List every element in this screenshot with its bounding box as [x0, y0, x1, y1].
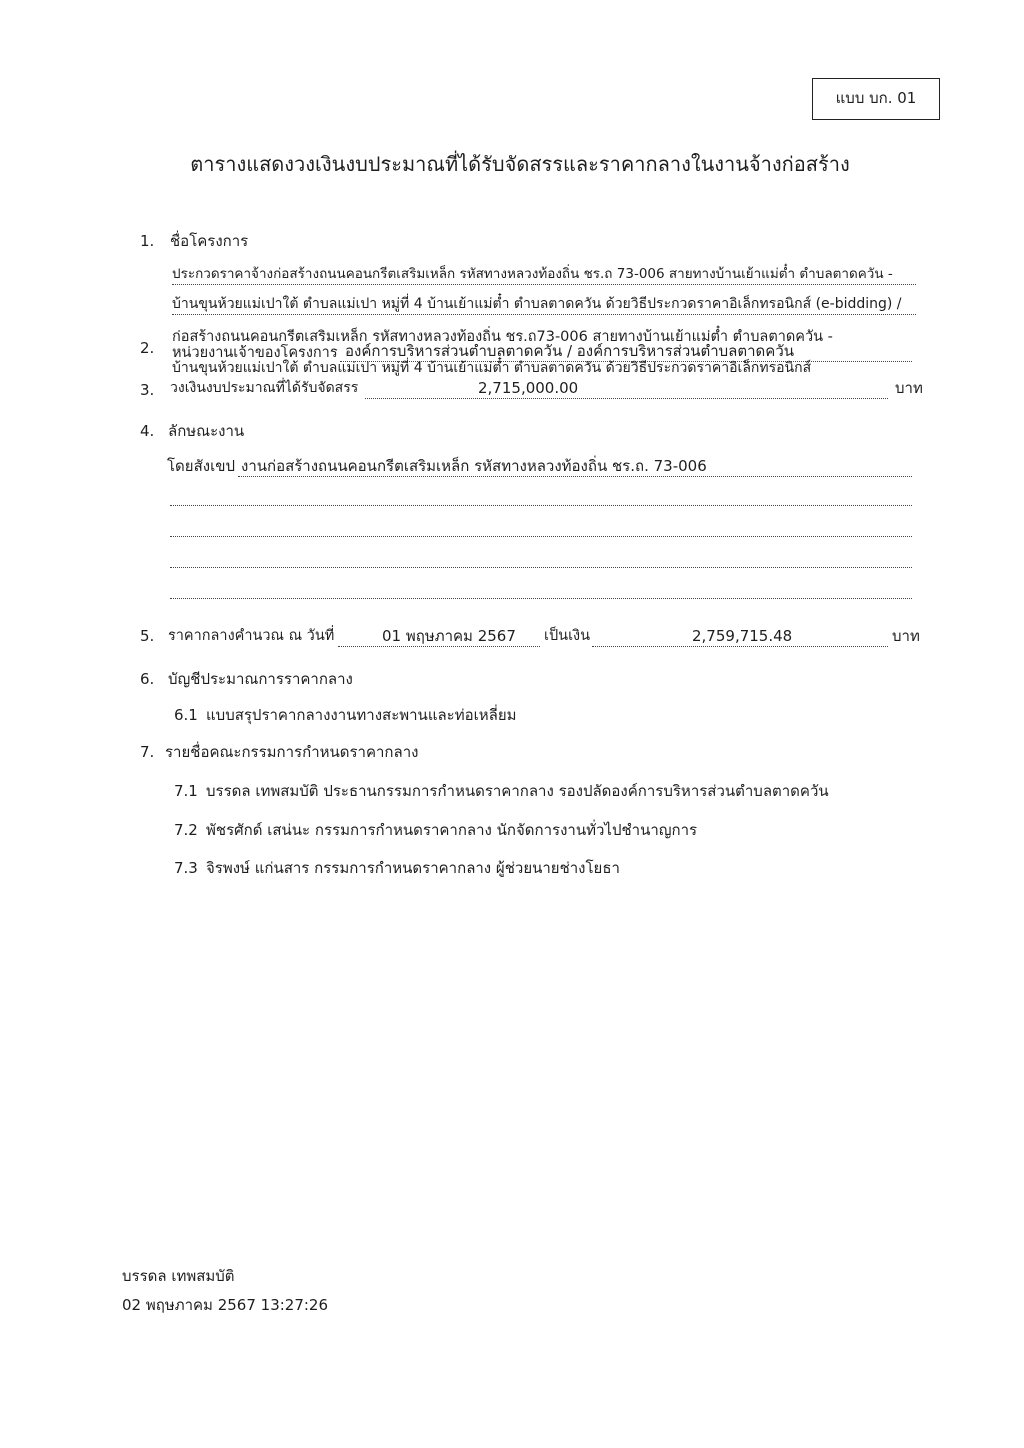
work-summary-value: งานก่อสร้างถนนคอนกรีตเสริมเหล็ก รหัสทางหลวงท้องถิ่น ชร.ถ. 73-006 — [238, 456, 912, 477]
section-6-label: บัญชีประมาณการราคากลาง — [168, 670, 353, 688]
section-5-number: 5. — [140, 627, 155, 645]
summary-label: โดยสังเขป — [167, 457, 235, 475]
section-6-number: 6. — [140, 670, 155, 688]
project-name-line-4: บ้านขุนห้วยแม่เปาใต้ ตำบลแม่เปา หมู่ที่ 4 บ้านเย้าแม่ต๋ำ ตำบลตาดควัน ด้วยวิธีประกวดราคาอิเล็กทรอนิกส์ — [172, 360, 812, 376]
document-title: ตารางแสดงวงเงินงบประมาณที่ได้รับจัดสรรและราคากลางในงานจ้างก่อสร้าง — [190, 152, 850, 176]
member-role: กรรมการกำหนดราคากลาง — [314, 821, 492, 839]
median-price-unit: บาท — [892, 627, 920, 645]
section-3-label: วงเงินงบประมาณที่ได้รับจัดสรร — [170, 380, 359, 396]
member-role: กรรมการกำหนดราคากลาง — [314, 859, 492, 877]
owner-agency-value: องค์การบริหารส่วนตำบลตาดควัน / องค์การบริหารส่วนตำบลตาดควัน — [340, 341, 912, 362]
amount-label: เป็นเงิน — [544, 628, 591, 644]
section-4-number: 4. — [140, 422, 155, 440]
committee-item-number: 7.2 — [174, 821, 198, 839]
estimate-item-text: แบบสรุปราคากลางงานทางสะพานและท่อเหลี่ยม — [206, 706, 517, 724]
form-code: แบบ บก. 01 — [835, 89, 917, 107]
dotted-line — [170, 485, 912, 506]
dotted-line — [170, 516, 912, 537]
committee-item-number: 7.3 — [174, 859, 198, 877]
budget-unit: บาท — [895, 379, 923, 397]
project-name-line-2: บ้านขุนห้วยแม่เปาใต้ ตำบลแม่เปา หมู่ที่ 4 บ้านเย้าแม่ต๋ำ ตำบลตาดควัน ด้วยวิธีประกวดราคาอิเล็กทรอนิกส์ (e-bidding) / — [172, 294, 916, 315]
committee-member-row — [206, 781, 886, 801]
section-4-label: ลักษณะงาน — [168, 422, 245, 440]
section-7-label: รายชื่อคณะกรรมการกำหนดราคากลาง — [165, 743, 419, 761]
calculation-date-value: 01 พฤษภาคม 2567 — [338, 626, 540, 647]
section-3-number: 3. — [140, 381, 155, 399]
section-2-number: 2. — [140, 339, 155, 357]
member-role: ประธานกรรมการกำหนดราคากลาง — [323, 782, 554, 800]
member-position: รองปลัดองค์การบริหารส่วนตำบลตาดควัน — [558, 782, 829, 800]
committee-item-number: 7.1 — [174, 782, 198, 800]
estimate-item-number: 6.1 — [174, 706, 198, 724]
dotted-line — [170, 547, 912, 568]
member-name: บรรดล เทพสมบัติ — [206, 782, 319, 800]
section-5-label: ราคากลางคำนวณ ณ วันที่ — [168, 628, 335, 644]
dotted-line — [170, 578, 912, 599]
median-price-value: 2,759,715.48 — [592, 626, 888, 647]
member-position: นักจัดการงานทั่วไปชำนาญการ — [496, 821, 698, 839]
section-2-label: หน่วยงานเจ้าของโครงการ — [172, 345, 338, 361]
member-name: พัชรศักด์ เสน่นะ — [206, 821, 311, 839]
section-1-number: 1. — [140, 232, 155, 250]
footer-timestamp: 02 พฤษภาคม 2567 13:27:26 — [122, 1296, 329, 1314]
budget-value: 2,715,000.00 — [365, 378, 888, 399]
footer-name: บรรดล เทพสมบัติ — [122, 1267, 235, 1285]
project-name-line-1: ประกวดราคาจ้างก่อสร้างถนนคอนกรีตเสริมเหล็ก รหัสทางหลวงท้องถิ่น ชร.ถ 73-006 สายทางบ้านเย้าแม่ต๋ำ ตำบลตาดควัน - — [172, 264, 916, 285]
form-code-box — [812, 78, 940, 120]
member-name: จิรพงษ์ แก่นสาร — [206, 859, 310, 877]
project-name-line-3: ก่อสร้างถนนคอนกรีตเสริมเหล็ก รหัสทางหลวงท้องถิ่น ชร.ถ73-006 สายทางบ้านเย้าแม่ต๋ำ ตำบลตาดควัน - — [172, 329, 833, 345]
committee-member-row — [206, 858, 886, 878]
member-position: ผู้ช่วยนายช่างโยธา — [495, 859, 620, 877]
committee-member-row — [206, 820, 886, 840]
section-7-number: 7. — [140, 743, 155, 761]
section-1-label: ชื่อโครงการ — [170, 232, 249, 250]
